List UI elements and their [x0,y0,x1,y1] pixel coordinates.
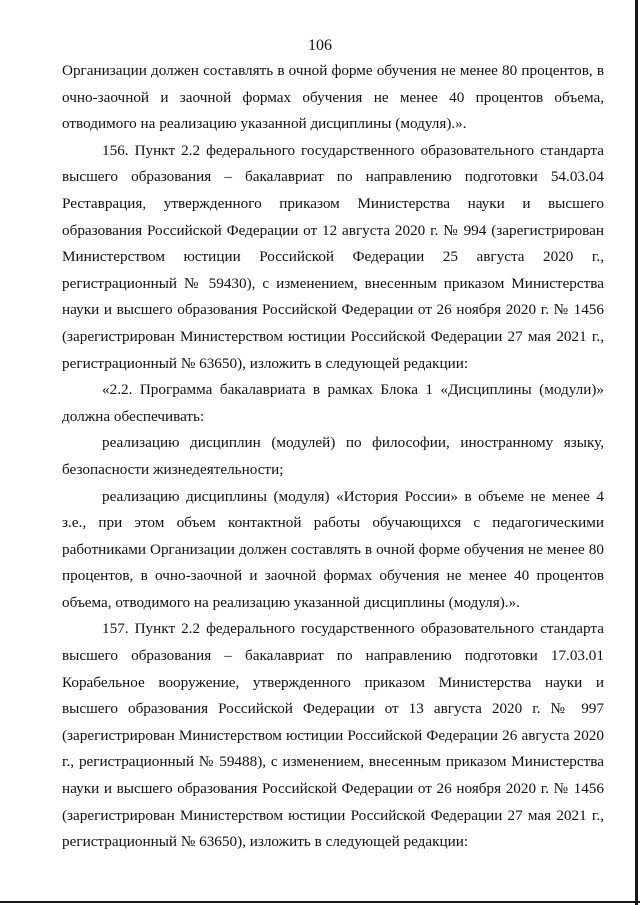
paragraph-history: реализацию дисциплины (модуля) «История России» в объеме не менее 4 з.е., при этом объем контактной работы обучающихся с педагогическими работниками Организации должен составлять в очной форме обучения не менее 80 процентов, в очно-заочной и заочной формах обучения не менее 40 процентов объема, отводимого на реализацию указанной дисциплины (модуля).». [62,487,604,611]
paragraph-continuation: Организации должен составлять в очной форме обучения не менее 80 процентов, в очно-заочной и заочной формах обучения не менее 40 процентов объема, отводимого на реализацию указанной дисциплины (модуля).». [62,62,604,133]
scan-edge-bottom [0,901,640,903]
paragraph-157: 157. Пункт 2.2 федерального государственного образовательного стандарта высшего образования – бакалавриат по направлению подготовки 17.03.01 Корабельное вооружение, утвержденного приказом Министерства науки и высшего образования Российской Федерации от 13 августа 2020 г. № 997 (зарегистрирован Министерством юстиции Российской Федерации 26 августа 2020 г., регистрационный № 59488), с изменением, внесенным приказом Министерства науки и высшего образования Российской Федерации от 26 ноября 2020 г. № 1456 (зарегистрирован Министерством юстиции Российской Федерации 27 мая 2021 г., регистрационный № 63650), изложить в следующей редакции: [62,620,604,851]
paragraph-disciplines: реализацию дисциплин (модулей) по философии, иностранному языку, безопасности жизнедеятельности; [62,434,604,478]
page-number: 106 [308,37,332,54]
paragraph-quote-2-2: «2.2. Программа бакалавриата в рамках Блока 1 «Дисциплины (модули)» должна обеспечивать: [62,381,604,425]
paragraph-156: 156. Пункт 2.2 федерального государственного образовательного стандарта высшего образования – бакалавриат по направлению подготовки 54.03.04 Реставрация, утвержденного приказом Министерства науки и высшего образования Российской Федерации от 12 августа 2020 г. № 994 (зарегистрирован Министерством юстиции Российской Федерации 25 августа 2020 г., регистрационный № 59430), с изменением, внесенным приказом Министерства науки и высшего образования Российской Федерации от 26 ноября 2020 г. № 1456 (зарегистрирован Министерством юстиции Российской Федерации 27 мая 2021 г., регистрационный № 63650), изложить в следующей редакции: [62,141,604,372]
document-body [62,58,604,856]
scan-edge-right [635,0,638,905]
